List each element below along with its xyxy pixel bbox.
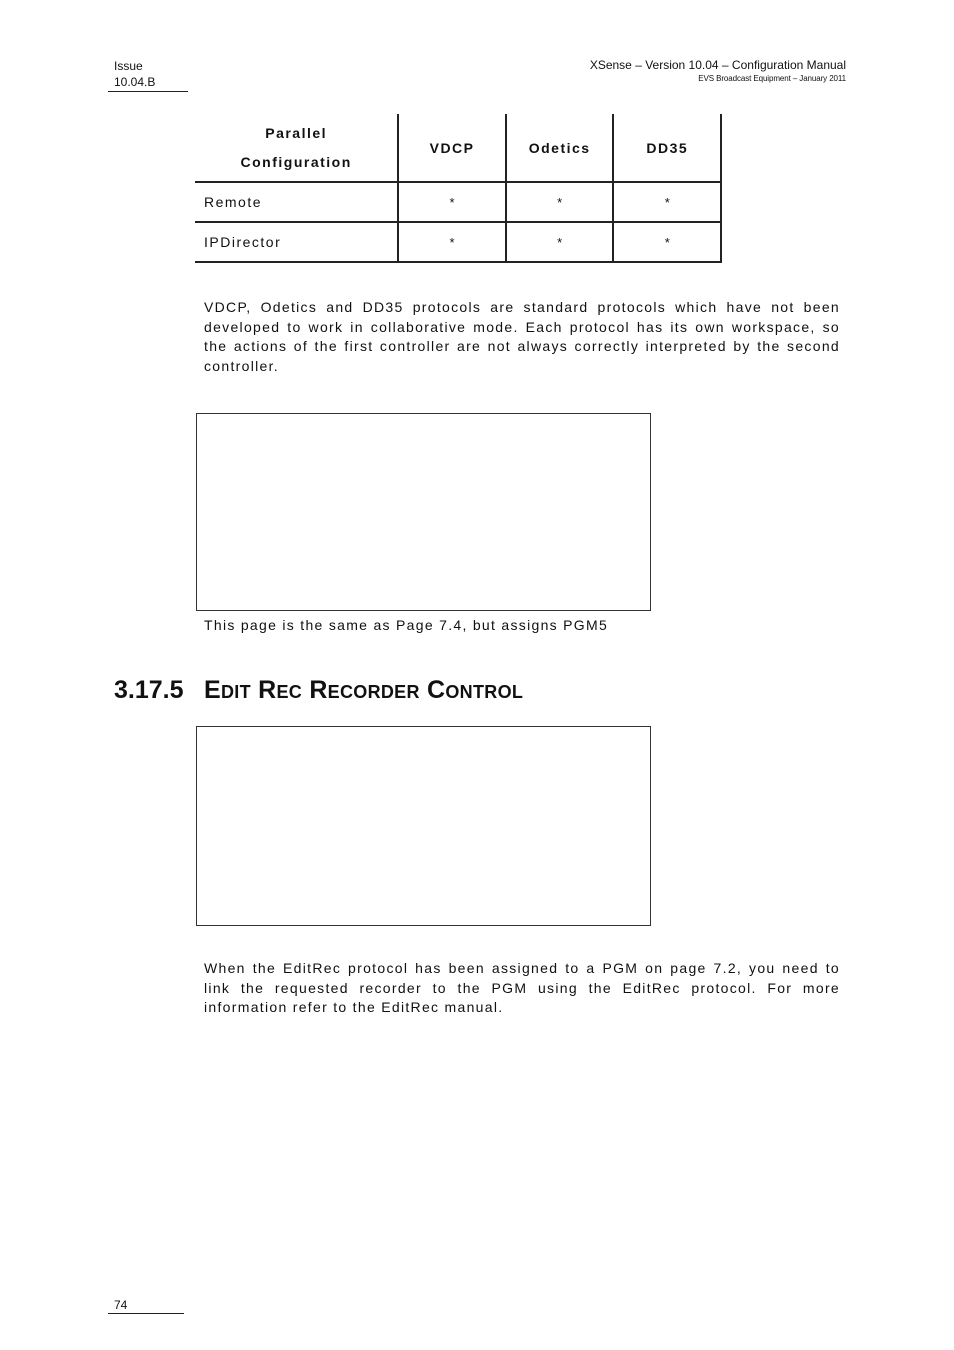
- header-vdcp: VDCP: [398, 114, 506, 182]
- header-parallel: Parallel: [265, 124, 328, 141]
- issue-number: 10.04.B: [114, 75, 156, 89]
- footer-rule: [108, 1313, 184, 1314]
- screenshot-frame: [196, 413, 651, 611]
- paragraph-editrec: When the EditRec protocol has been assigned to a PGM on page 7.2, you need to link the requested recorder to the PGM using the EditRec protocol. For more information refer to the EditRec manual.: [204, 960, 840, 1015]
- header-odetics: Odetics: [506, 114, 614, 182]
- section-number: 3.17.5: [114, 676, 184, 704]
- table-cell: *: [398, 182, 506, 222]
- section-heading: [114, 676, 523, 705]
- table-cell: *: [506, 222, 614, 262]
- paragraph-protocols: VDCP, Odetics and DD35 protocols are standard protocols which have not been developed to work in collaborative mode. Each protocol has its own workspace, so the actions of the first controller are not always correctly interpreted by the second controller.: [204, 299, 840, 374]
- table-cell: *: [613, 222, 721, 262]
- table-header-row: [195, 114, 721, 182]
- screenshot-frame: [196, 726, 651, 926]
- table-cell: *: [398, 222, 506, 262]
- issue-label: Issue: [114, 59, 143, 73]
- header-dd35: DD35: [613, 114, 721, 182]
- table-cell: *: [613, 182, 721, 222]
- doc-title: XSense – Version 10.04 – Configuration Manual: [589, 58, 846, 72]
- row-label: Remote: [195, 182, 398, 222]
- header-rule: [108, 91, 188, 92]
- table-row: [195, 182, 721, 222]
- doc-subtitle: EVS Broadcast Equipment – January 2011: [698, 74, 846, 83]
- issue-block: [114, 58, 155, 90]
- table-row: [195, 222, 721, 262]
- header-configuration: Configuration: [240, 153, 352, 170]
- table-cell: *: [506, 182, 614, 222]
- protocol-table: [195, 114, 722, 263]
- section-title: Edit Rec Recorder Control: [204, 676, 524, 704]
- header-parallel-configuration: [195, 114, 398, 182]
- row-label: IPDirector: [195, 222, 398, 262]
- screenshot-caption: This page is the same as Page 7.4, but assigns PGM5: [204, 617, 609, 633]
- page-number: 74: [114, 1298, 128, 1312]
